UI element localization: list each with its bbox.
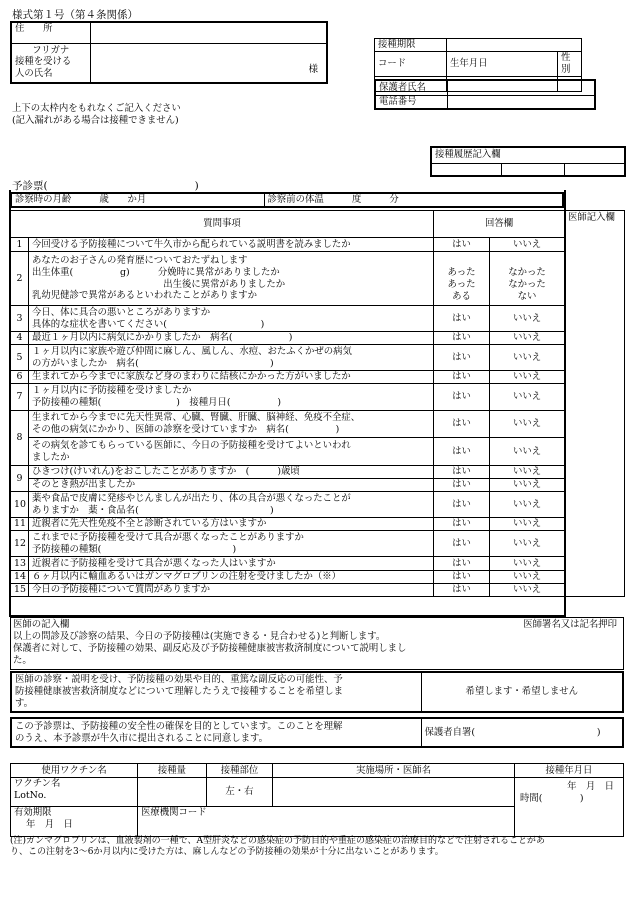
history-cell-3[interactable] xyxy=(564,163,625,176)
consent-table xyxy=(10,671,624,713)
question-number: 14 xyxy=(11,571,29,584)
address-label: 住 所 xyxy=(11,22,90,43)
name-field[interactable] xyxy=(90,43,327,83)
answer-no[interactable]: いいえ xyxy=(490,531,565,557)
answer-yes[interactable]: はい xyxy=(434,411,490,438)
history-label: 接種履歴記入欄 xyxy=(431,147,625,163)
doctor-section xyxy=(10,617,624,670)
address-box xyxy=(10,21,328,84)
answer-no[interactable]: いいえ xyxy=(490,518,565,531)
question-row xyxy=(11,479,625,492)
question-number: 7 xyxy=(11,384,29,411)
col-vaccine-name: 使用ワクチン名 xyxy=(11,764,138,778)
phone-field[interactable] xyxy=(447,95,595,109)
answer-header: 回答欄 xyxy=(434,211,565,238)
history-cell-2[interactable] xyxy=(501,163,564,176)
clinic-code-field[interactable]: 医療機関コード xyxy=(138,807,515,837)
question-row xyxy=(11,384,625,411)
answer-yes[interactable]: はい xyxy=(434,238,490,252)
answer-no[interactable]: いいえ xyxy=(490,492,565,518)
answer-no[interactable]: いいえ xyxy=(490,306,565,332)
question-row xyxy=(11,438,625,466)
question-number: 9 xyxy=(11,466,29,492)
temperature-field[interactable]: 診察前の体温 度 分 xyxy=(264,193,563,207)
question-number: 4 xyxy=(11,332,29,345)
answer-yes[interactable]: はい xyxy=(434,332,490,345)
question-number: 12 xyxy=(11,531,29,557)
guardian-signature[interactable]: 保護者自署( ) xyxy=(421,718,623,747)
question-text: 生まれてから今までに家族など身のまわりに結核にかかった方がいましたか xyxy=(29,371,434,384)
question-row xyxy=(11,584,625,597)
answer-no[interactable]: いいえ xyxy=(490,557,565,571)
vaccine-table xyxy=(10,763,624,837)
answer-no[interactable]: いいえ xyxy=(490,345,565,371)
history-table xyxy=(430,146,626,177)
doctor-text-3: た。 xyxy=(13,655,32,666)
answer-yes[interactable]: はい xyxy=(434,384,490,411)
location-doctor-field[interactable] xyxy=(273,778,515,807)
question-row xyxy=(11,466,625,479)
answer-yes[interactable]: はい xyxy=(434,571,490,584)
question-number: 11 xyxy=(11,518,29,531)
question-row xyxy=(11,571,625,584)
doctor-text-1: 以上の問診及び診察の結果、今日の予防接種は(実施できる・見合わせる)と判断します。 xyxy=(13,631,386,642)
guardian-table xyxy=(374,79,596,110)
answer-yes[interactable]: はい xyxy=(434,531,490,557)
name-label: フリガナ 接種を受ける 人の氏名 xyxy=(11,43,90,83)
questions-table xyxy=(10,210,625,597)
phone-label: 電話番号 xyxy=(375,95,447,109)
answer-yes[interactable]: はい xyxy=(434,438,490,466)
answer-no[interactable]: いいえ xyxy=(490,571,565,584)
col-location-doctor: 実施場所・医師名 xyxy=(273,764,515,778)
col-date: 接種年月日 xyxy=(515,764,624,778)
question-row xyxy=(11,531,625,557)
question-number: 8 xyxy=(11,411,29,466)
question-text: 今回受ける予防接種について牛久市から配られている説明書を読みましたか xyxy=(29,238,434,252)
answer-yes[interactable]: はい xyxy=(434,492,490,518)
agreement-table xyxy=(10,717,624,748)
age-field[interactable]: 診察時の月齢 歳 か月 xyxy=(11,193,264,207)
dob-label: 生年月日 xyxy=(447,52,558,77)
question-text: １ヶ月以内に家族や遊び仲間に麻しん、風しん、水痘、おたふくかぜの病気 の方がいましたか 病名( ) xyxy=(29,345,434,371)
question-row xyxy=(11,411,625,438)
answer-yes[interactable]: はい xyxy=(434,371,490,384)
question-text: あなたのお子さんの発育歴についておたずねします 出生体重( g) 分娩時に異常がありましたか 出生後に異常がありましたか 乳幼児健診で異常があるといわれたことがありますか xyxy=(29,252,434,306)
col-dose: 接種量 xyxy=(138,764,207,778)
question-number: 5 xyxy=(11,345,29,371)
form-number: 様式第１号（第４条関係） xyxy=(12,9,138,21)
doctor-section-label: 医師の記入欄 xyxy=(13,619,70,630)
date-field[interactable]: 年 月 日 時間( ) xyxy=(515,778,624,837)
period-label: 接種期限 xyxy=(375,39,447,52)
agreement-text: この予診票は、予防接種の安全性の確保を目的としています。このことを理解 のうえ、本予診票が牛久市に提出されることに同意します。 xyxy=(11,718,421,747)
doctor-notes-column[interactable] xyxy=(565,211,625,597)
question-number: 2 xyxy=(11,252,29,306)
note-1: 上下の太枠内をもれなくご記入ください xyxy=(12,103,181,114)
question-text: 近親者に先天性免疫不全と診断されている方はいますか xyxy=(29,518,434,531)
age-temp-row xyxy=(10,192,564,208)
question-number: 13 xyxy=(11,557,29,571)
question-text: 近親者に予防接種を受けて具合が悪くなった人はいますか xyxy=(29,557,434,571)
questionnaire-title: 予診票( ) xyxy=(12,180,199,192)
question-text: そのとき熱が出ましたか xyxy=(29,479,434,492)
question-text: これまでに予防接種を受けて具合が悪くなったことがありますか 予防接種の種類( ) xyxy=(29,531,434,557)
question-number: 1 xyxy=(11,238,29,252)
question-row xyxy=(11,371,625,384)
question-row xyxy=(11,306,625,332)
question-number: 3 xyxy=(11,306,29,332)
answer-no[interactable]: いいえ xyxy=(490,466,565,479)
answer-yes[interactable]: はい xyxy=(434,345,490,371)
note-2: (記入漏れがある場合は接種できません) xyxy=(12,115,179,126)
answer-no[interactable]: いいえ xyxy=(490,384,565,411)
answer-no[interactable]: いいえ xyxy=(490,332,565,345)
question-text: １ヶ月以内に予防接種を受けましたか 予防接種の種類( ) 接種月日( ) xyxy=(29,384,434,411)
consent-text: 医師の診察・説明を受け、予防接種の効果や目的、重篤な副反応の可能性、予 防接種健康被害救済制度などについて理解したうえで接種することを希望しま す。 xyxy=(11,672,421,712)
question-row xyxy=(11,492,625,518)
question-text: 今日、体に具合の悪いところがありますか 具体的な症状を書いてください( ) xyxy=(29,306,434,332)
question-text: 生まれてから今までに先天性異常、心臓、腎臓、肝臓、脳神経、免疫不全症、 その他の病気にかかり、医師の診察を受けていますか 病名( ) xyxy=(29,411,434,438)
history-cell-1[interactable] xyxy=(431,163,501,176)
guardian-field[interactable] xyxy=(447,80,595,95)
doctor-text-2: 保護者に対して、予防接種の効果、副反応及び予防接種健康被害救済制度について説明しまし xyxy=(13,643,407,654)
doctor-notes-header: 医師記入欄 xyxy=(568,212,615,223)
question-text: その病気を診てもらっている医師に、今日の予防接種を受けてよいといわれ ましたか xyxy=(29,438,434,466)
question-row xyxy=(11,252,625,306)
question-number: 6 xyxy=(11,371,29,384)
answer-no[interactable]: いいえ xyxy=(490,371,565,384)
answer-no[interactable]: いいえ xyxy=(490,479,565,492)
question-text: ６ヶ月以内に輸血あるいはガンマグロブリンの注射を受けましたか（※） xyxy=(29,571,434,584)
question-row xyxy=(11,518,625,531)
question-number: 15 xyxy=(11,584,29,597)
expiry-field[interactable]: 有効期限 年 月 日 xyxy=(11,807,138,837)
vaccine-name-field[interactable]: ワクチン名 LotNo. xyxy=(11,778,138,807)
answer-yes[interactable]: はい xyxy=(434,479,490,492)
answer-yes[interactable]: はい xyxy=(434,518,490,531)
code-label: コード xyxy=(375,52,447,77)
address-field[interactable] xyxy=(90,22,327,43)
answer-no[interactable]: いいえ xyxy=(490,584,565,597)
question-row xyxy=(11,557,625,571)
honorific: 様 xyxy=(308,64,318,76)
answer-yes[interactable]: はい xyxy=(434,306,490,332)
consent-choice[interactable]: 希望します・希望しません xyxy=(421,672,623,712)
question-text: 最近１ヶ月以内に病気にかかりましたか 病名( ) xyxy=(29,332,434,345)
question-row xyxy=(11,345,625,371)
answer-no[interactable]: いいえ xyxy=(490,411,565,438)
answer-yes[interactable]: はい xyxy=(434,584,490,597)
period-field[interactable] xyxy=(447,39,582,52)
question-text: ひきつけ(けいれん)をおこしたことがありますか ( )歳頃 xyxy=(29,466,434,479)
doctor-signature-label: 医師署名又は記名押印 xyxy=(523,619,617,630)
question-number: 10 xyxy=(11,492,29,518)
answer-no[interactable]: いいえ xyxy=(490,238,565,252)
col-site: 接種部位 xyxy=(207,764,273,778)
question-text: 今日の予防接種について質問がありますか xyxy=(29,584,434,597)
question-text: 薬や食品で皮膚に発疹やじんましんが出たり、体の具合が悪くなったことが ありますか 薬・食品名( ) xyxy=(29,492,434,518)
guardian-label: 保護者氏名 xyxy=(375,80,447,95)
question-row xyxy=(11,238,625,252)
footnote: (注)ガンマグロブリンは、血液製剤の一種で、A型肝炎などの感染症の予防目的や重症の感染症の治療目的などで注射されることがあ り、この注射を3〜6か月以内に受けた方は、麻しんなどの予防接種の効果が十分に出ないことがあります。 xyxy=(10,836,545,858)
sex-label: 性別 xyxy=(558,52,582,77)
question-row xyxy=(11,332,625,345)
answer-yes[interactable]: あった あった ある xyxy=(434,252,490,306)
question-header: 質問事項 xyxy=(11,211,434,238)
answer-yes[interactable]: はい xyxy=(434,557,490,571)
answer-yes[interactable]: はい xyxy=(434,466,490,479)
answer-no[interactable]: いいえ xyxy=(490,438,565,466)
answer-no[interactable]: なかった なかった ない xyxy=(490,252,565,306)
dose-field[interactable] xyxy=(138,778,207,807)
site-field[interactable]: 左・右 xyxy=(207,778,273,807)
